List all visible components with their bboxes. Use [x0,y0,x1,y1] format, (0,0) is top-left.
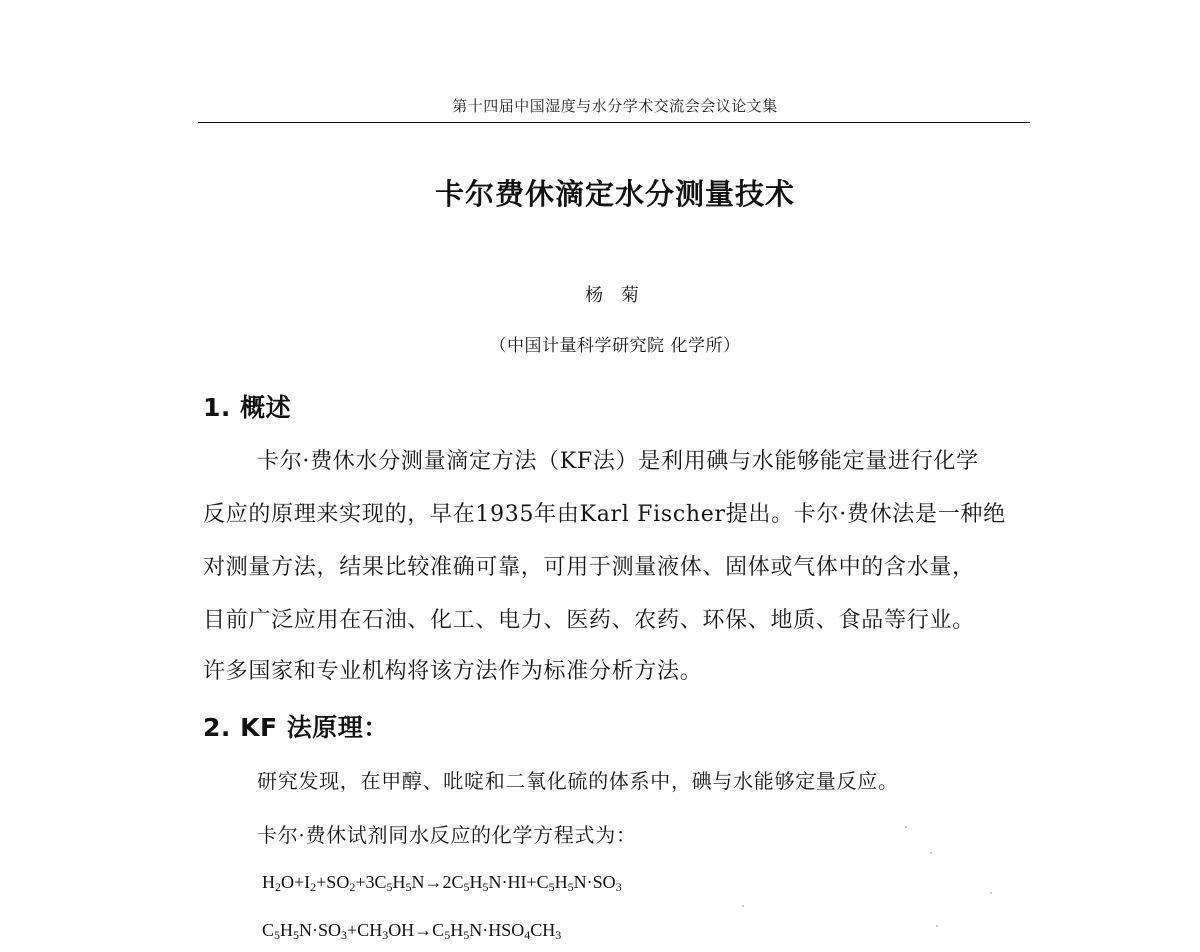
eq-subscript: 3 [341,928,348,942]
eq-part: N·SO [573,872,616,892]
eq-subscript: 5 [567,880,574,894]
eq-subscript: 5 [405,880,412,894]
eq-subscript: 5 [274,928,281,942]
eq-subscript: 5 [463,880,470,894]
header-rule [198,122,1030,123]
section-1-paragraph-line: 卡尔·费休水分测量滴定方法（KF法）是利用碘与水能够能定量进行化学 [257,449,979,474]
paper-author: 杨 菊 [585,285,645,306]
scan-speck [930,852,932,854]
eq-part: H [469,872,483,892]
eq-subscript: 4 [524,928,531,942]
section-2-paragraph-line: 卡尔·费休试剂同水反应的化学方程式为： [257,823,637,847]
scan-speck [905,826,907,828]
eq-subscript: 3 [555,928,562,942]
eq-subscript: 5 [463,928,470,942]
section-2-paragraph-line: 研究发现，在甲醇、吡啶和二氧化硫的体系中，碘与水能够定量反应。 [257,769,899,793]
section-1-heading: 1. 概述 [203,393,292,422]
paper-affiliation: （中国计量科学研究院 化学所） [489,336,741,356]
eq-part: N·SO [299,920,342,940]
eq-part: +SO [316,872,350,892]
scan-speck [936,925,938,927]
eq-part: O+I [281,872,311,892]
eq-part: N·HSO [469,920,525,940]
eq-part: CH [530,920,556,940]
section-2-heading: 2. KF 法原理： [203,713,389,742]
eq-subscript: 2 [275,880,281,894]
section-1-paragraph-line: 许多国家和专业机构将该方法作为标准分析方法。 [203,659,703,684]
eq-part: C [262,920,275,940]
eq-subscript: 5 [482,880,489,894]
eq-subscript: 2 [310,880,317,894]
eq-subscript: 5 [444,928,451,942]
chemical-equation-1 [262,872,622,893]
eq-subscript: 3 [382,928,389,942]
eq-subscript: 5 [293,928,300,942]
eq-part: N→2C [411,872,464,892]
section-1-paragraph-line: 反应的原理来实现的，早在1935年由Karl Fischer提出。卡尔·费休法是一种绝 [203,502,1006,527]
eq-part: H [554,872,568,892]
eq-part: N·HI+C [488,872,549,892]
eq-subscript: 3 [615,880,622,894]
eq-part: H [450,920,464,940]
eq-subscript: 5 [386,880,393,894]
eq-part: H [392,872,406,892]
eq-subscript: 5 [548,880,555,894]
eq-part: +3C [355,872,387,892]
section-1-paragraph-line: 目前广泛应用在石油、化工、电力、医药、农药、环保、地质、食品等行业。 [203,608,975,633]
paper-title: 卡尔费休滴定水分测量技术 [434,177,795,211]
eq-part: H [262,872,275,892]
scan-speck [742,905,744,907]
section-1-paragraph-line: 对测量方法，结果比较准确可靠，可用于测量液体、固体或气体中的含水量， [203,555,975,580]
running-header: 第十四届中国湿度与水分学术交流会会议论文集 [452,97,778,115]
eq-subscript: 2 [349,880,356,894]
eq-part: H [280,920,294,940]
eq-part: OH→C [388,920,445,940]
eq-part: +CH [347,920,383,940]
chemical-equation-2 [262,920,561,941]
scan-speck [990,892,992,894]
